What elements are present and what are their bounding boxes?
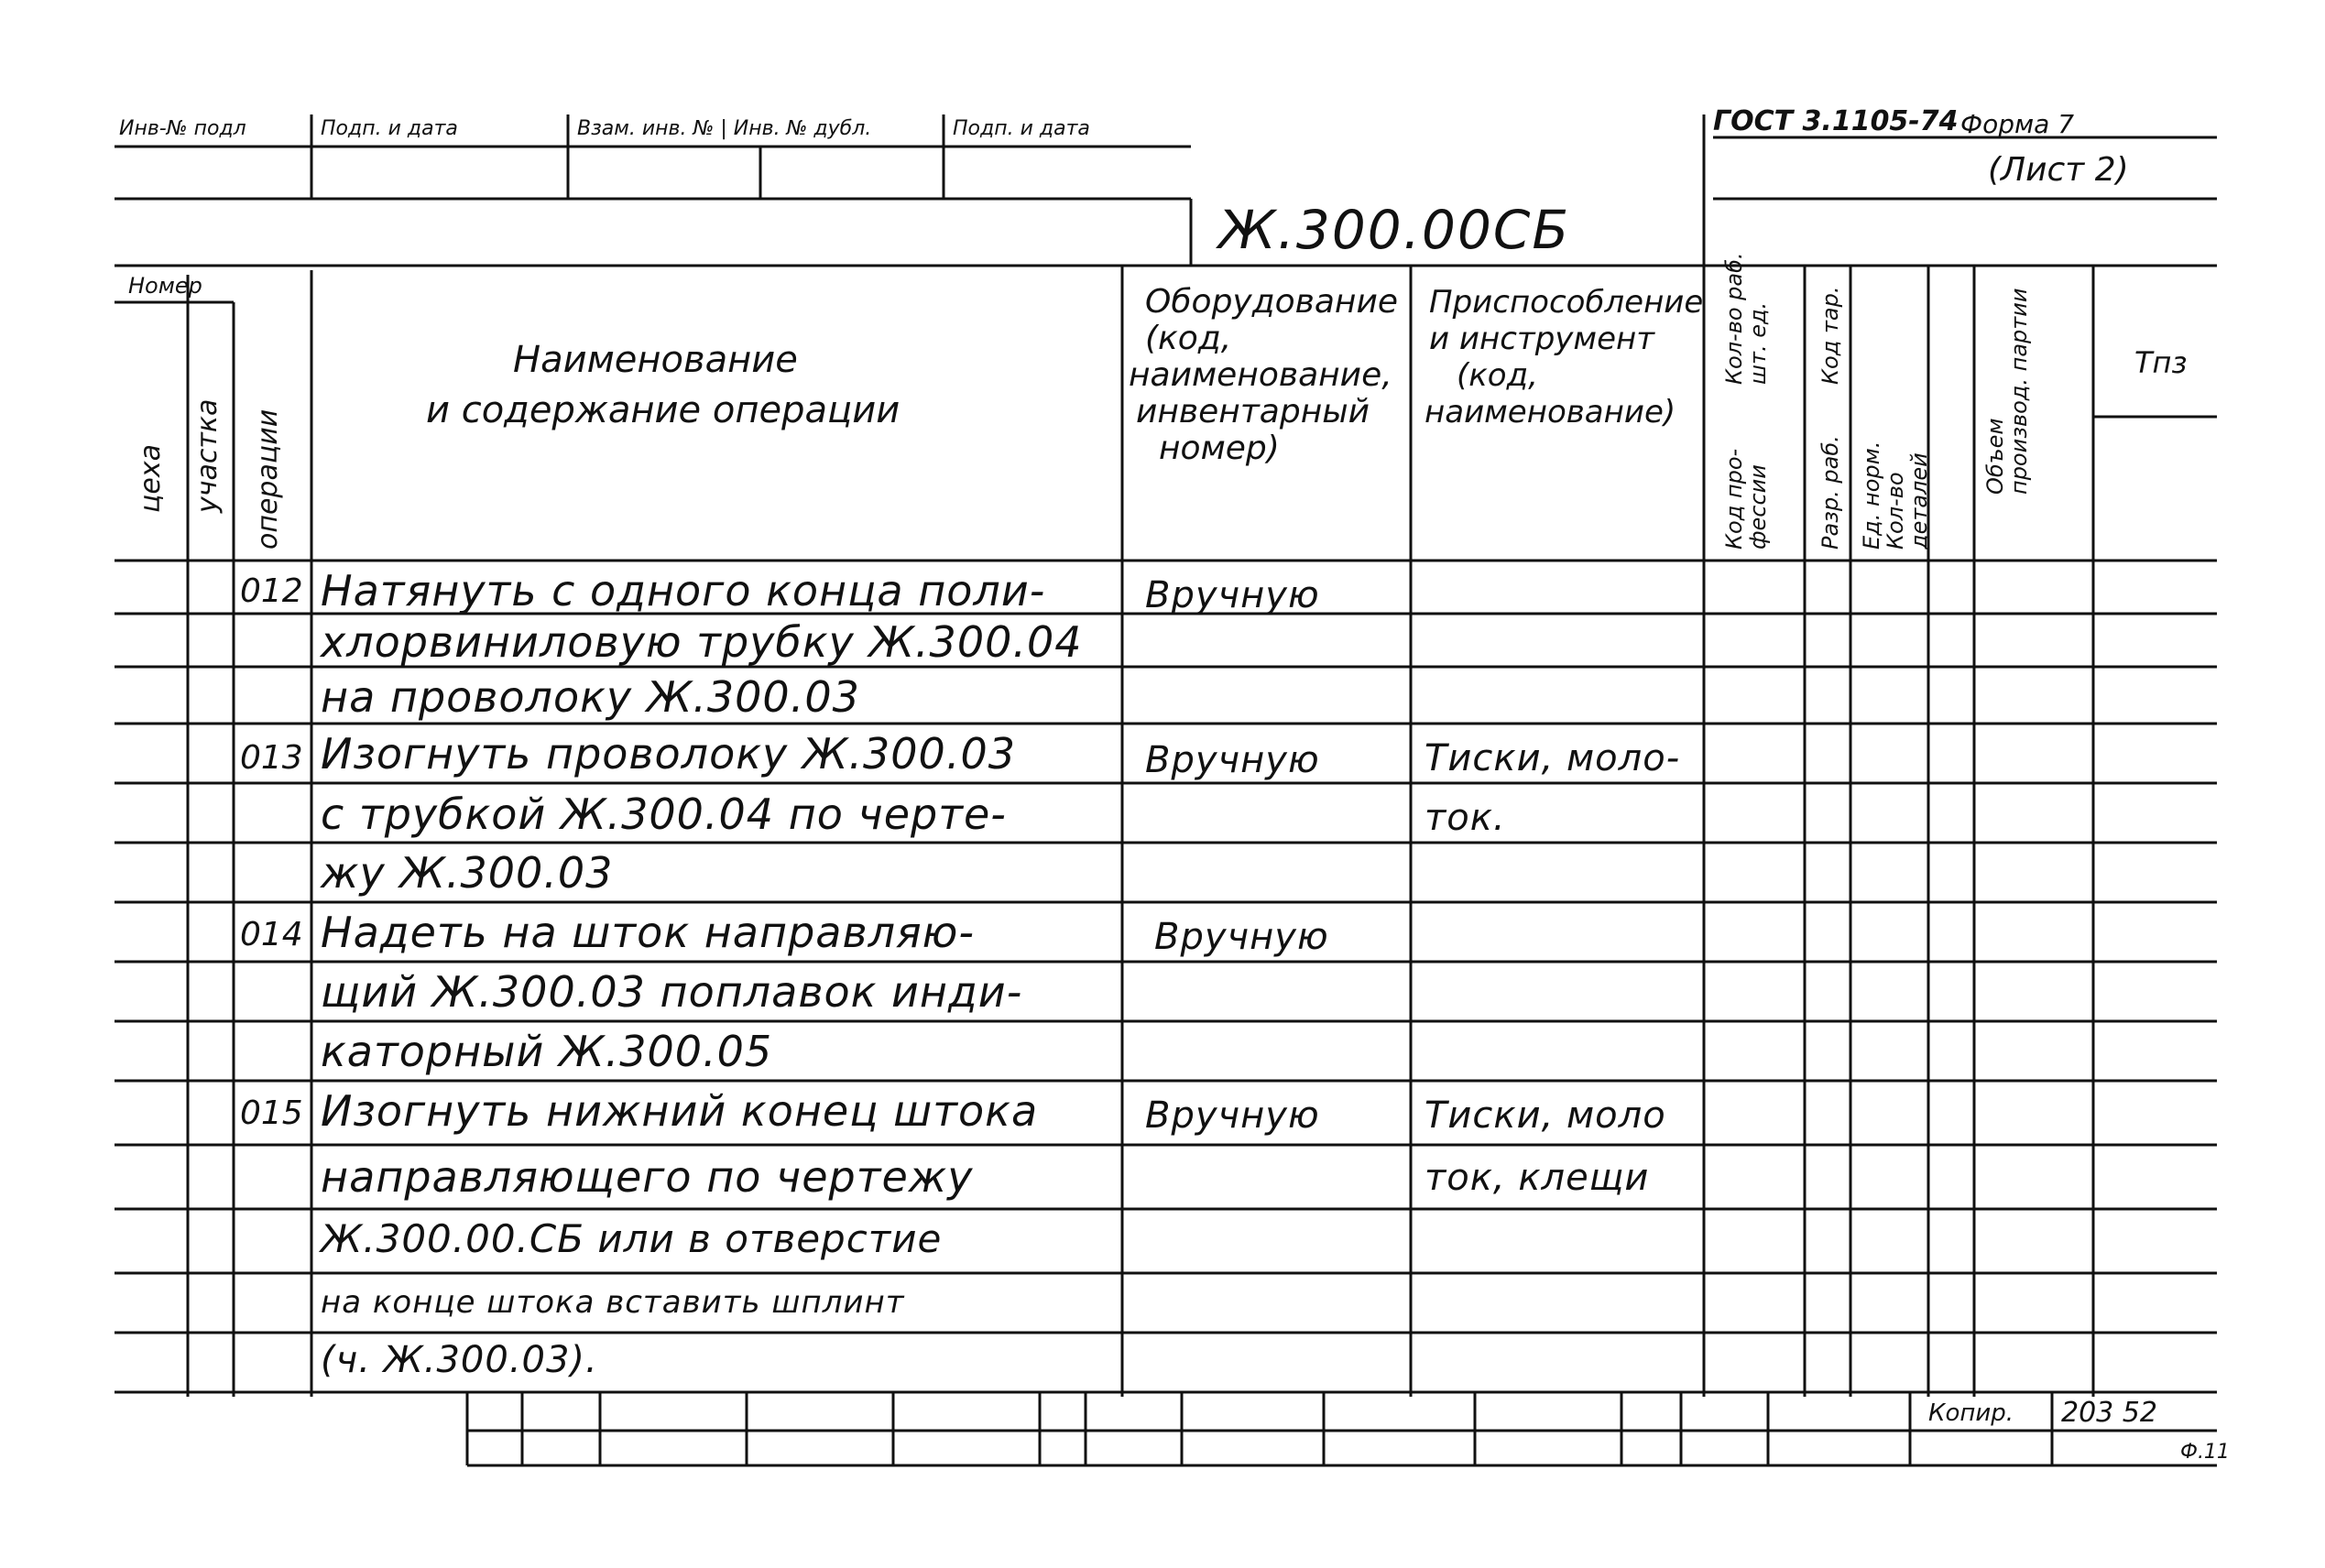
header-nomer: Номер [128,273,202,299]
header-tool-line2: и инструмент [1429,321,1655,357]
sign-date-label-1: Подп. и дата [321,117,458,140]
standard-label: ГОСТ 3.1105-74 [1713,105,1959,137]
header-obem: Объем производ. партии [1982,288,2032,495]
footer-kopir: Копир. [1928,1399,2014,1427]
header-tpz: Тпз [2134,345,2188,380]
header-ed-norm: Ед. норм. Кол-во деталей [1859,441,1932,550]
op-equipment: Вручную [1145,739,1320,781]
header-kol: Кол-во раб. шт. ед. [1721,252,1771,385]
op-text: Ж.300.00.СБ или в отверстие [321,1216,943,1261]
op-text: хлорвиниловую трубку Ж.300.04 [321,617,1083,667]
op-text: на проволоку Ж.300.03 [321,672,860,722]
header-equip-line3: наименование, [1129,356,1392,394]
op-equipment: Вручную [1145,1094,1320,1137]
op-tool: ток. [1424,797,1506,839]
doc-code: Ж.300.00СБ [1218,199,1571,261]
header-tool-line1: Приспособление [1429,284,1704,321]
header-razr: Разр. раб. [1817,435,1843,550]
sign-date-label-2: Подп. и дата [953,117,1090,140]
op-text: с трубкой Ж.300.04 по черте- [321,789,1007,839]
op-equipment: Вручную [1145,574,1320,616]
op-text: направляющего по чертежу [321,1152,974,1202]
sheet-label: (Лист 2) [1988,151,2129,189]
header-tool-line3: (код, [1457,357,1538,394]
form-label: Форма 7 [1960,109,2075,139]
op-number: 015 [240,1094,303,1132]
op-text: Изогнуть нижний конец штока [321,1086,1039,1136]
header-equip-line5: номер) [1159,430,1280,467]
header-equip-line2: (код, [1145,320,1232,357]
op-equipment: Вручную [1154,916,1329,958]
op-text: Надеть на шток направляю- [321,908,975,957]
header-operacii: операции [252,408,284,550]
header-tool-line4: наименование) [1424,394,1676,430]
op-text: Натянуть с одного конца поли- [321,566,1046,615]
op-text: Изогнуть проволоку Ж.300.03 [321,729,1016,779]
replaced-inv-label: Взам. инв. № | Инв. № дубл. [577,117,872,140]
op-number: 012 [240,572,303,610]
footer-number: 203 52 [2061,1397,2157,1429]
header-equip-line1: Оборудование [1145,283,1398,321]
op-text: каторный Ж.300.05 [321,1027,773,1076]
op-number: 014 [240,916,303,953]
header-ceha: цеха [135,443,167,513]
header-kod-prof: Код про- фессии [1721,448,1771,550]
op-tool: Тиски, моло [1424,1094,1666,1137]
header-uchastka: участка [191,398,224,513]
header-name-line1: Наименование [513,339,798,381]
footer-format: Ф.11 [2180,1441,2230,1464]
op-text: на конце штока вставить шплинт [321,1284,905,1321]
op-text: жу Ж.300.03 [321,848,614,898]
header-kod-tar: Код тар. [1817,286,1843,385]
op-tool: ток, клещи [1424,1157,1650,1199]
op-text: щий Ж.300.03 поплавок инди- [321,967,1023,1017]
inv-no-label: Инв-№ подл [119,117,246,140]
op-text: (ч. Ж.300.03). [321,1339,598,1381]
op-number: 013 [240,739,303,777]
op-tool: Тиски, моло- [1424,737,1681,779]
header-equip-line4: инвентарный [1136,393,1370,430]
header-name-line2: и содержание операции [426,389,901,431]
